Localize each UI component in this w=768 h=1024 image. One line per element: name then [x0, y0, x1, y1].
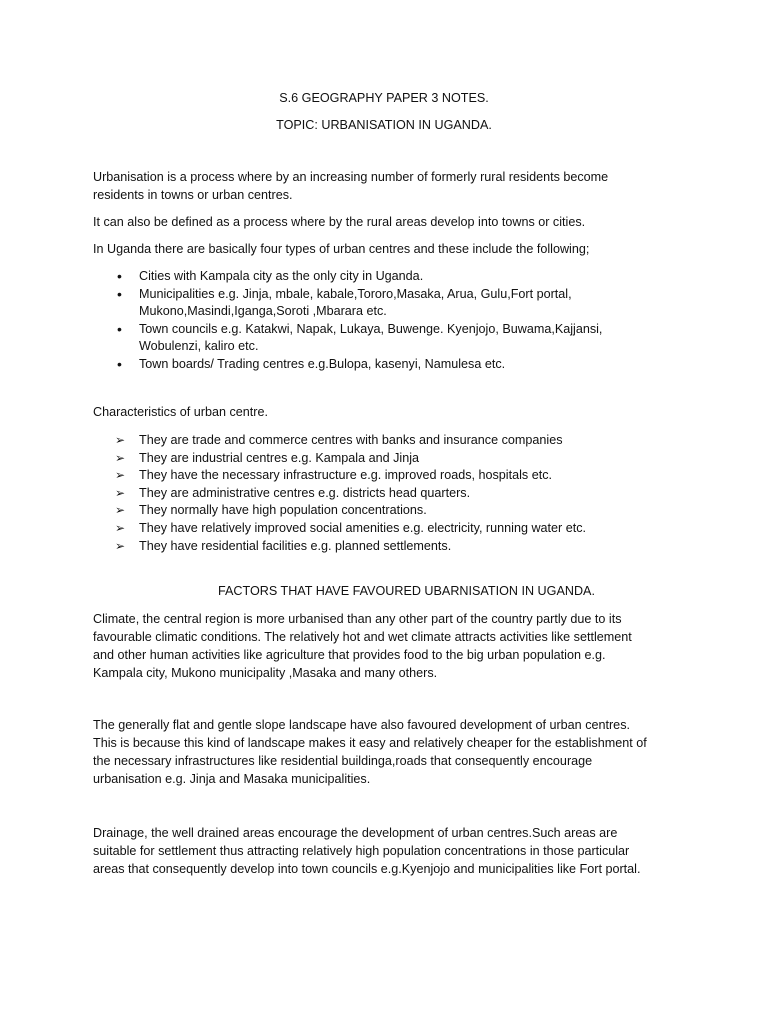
list-item-text: They are administrative centres e.g. districts head quarters.	[139, 485, 471, 500]
list-item	[0, 356, 639, 374]
topic-heading: TOPIC: URBANISATION IN UGANDA.	[276, 118, 492, 132]
list-item-text: Town boards/ Trading centres e.g.Bulopa, kasenyi, Namulesa etc.	[139, 356, 506, 371]
urbanisation-definition: Urbanisation is a process where by an increasing number of formerly rural residents become residents in towns or urban centres.	[93, 170, 609, 202]
document-title: S.6 GEOGRAPHY PAPER 3 NOTES.	[279, 91, 489, 105]
list-item	[0, 268, 639, 286]
list-item-text: Cities with Kampala city as the only city in Uganda.	[139, 269, 424, 283]
list-item-text: They normally have high population concentrations.	[139, 503, 427, 518]
bullet-icon: •	[117, 355, 122, 372]
climate-paragraph: Climate, the central region is more urbanised than any other part of the country partly due to its favourable climatic conditions. The relatively hot and wet climate attracts activities like settlement and other human activities like agriculture that provides food to the big urban population e.g. Kampala city, Mukono municipality ,Masaka and many others.	[93, 612, 632, 680]
list-item	[0, 286, 639, 321]
list-item-text: They are industrial centres e.g. Kampala and Jinja	[139, 450, 420, 465]
list-item	[0, 502, 639, 520]
list-item-text: They have the necessary infrastructure e.g. improved roads, hospitals etc.	[139, 468, 552, 483]
landscape-paragraph: The generally flat and gentle slope landscape have also favoured development of urban centres. This is because this kind of landscape makes it easy and relatively cheaper for the establishment of the necessary infrastructures like residential buildinga,roads that consequently encourage urbanisation e.g. Jinja and Masaka municipalities.	[93, 718, 647, 786]
arrow-bullet-icon: ➢	[115, 503, 126, 518]
bullet-icon: •	[117, 320, 122, 337]
list-item-text: They have residential facilities e.g. planned settlements.	[139, 538, 452, 553]
list-item-text: Town councils e.g. Katakwi, Napak, Lukaya, Buwenge. Kyenjojo, Buwama,Kajjansi, Wobulenzi, kaliro etc.	[139, 321, 603, 354]
drainage-paragraph: Drainage, the well drained areas encourage the development of urban centres.Such areas are suitable for settlement thus attracting relatively high population concentrations in those particular areas that consequently develop into town councils e.g.Kyenjojo and municipalities like Fort portal.	[93, 826, 641, 876]
list-item	[0, 432, 639, 450]
list-item-text: They are trade and commerce centres with banks and insurance companies	[139, 433, 563, 447]
characteristics-heading: Characteristics of urban centre.	[93, 405, 268, 419]
arrow-bullet-icon: ➢	[115, 538, 126, 553]
list-item-text: They have relatively improved social amenities e.g. electricity, running water etc.	[139, 520, 587, 535]
characteristics-list	[0, 432, 639, 555]
arrow-bullet-icon: ➢	[115, 485, 126, 500]
urban-types-intro: In Uganda there are basically four types of urban centres and these include the following;	[93, 242, 590, 256]
list-item	[0, 520, 639, 538]
arrow-bullet-icon: ➢	[115, 468, 126, 483]
list-item	[0, 538, 639, 556]
bullet-icon: •	[117, 268, 122, 284]
list-item	[0, 321, 639, 356]
list-item-text: Municipalities e.g. Jinja, mbale, kabale,Tororo,Masaka, Arua, Gulu,Fort portal, Mukono,Masindi,Iganga,Soroti ,Mbarara etc.	[139, 286, 572, 319]
arrow-bullet-icon: ➢	[115, 433, 126, 447]
arrow-bullet-icon: ➢	[115, 450, 126, 465]
list-item	[0, 467, 639, 485]
arrow-bullet-icon: ➢	[115, 520, 126, 535]
urban-types-list	[0, 268, 639, 374]
factors-heading: FACTORS THAT HAVE FAVOURED UBARNISATION IN UGANDA.	[218, 584, 595, 598]
bullet-icon: •	[117, 285, 122, 302]
list-item	[0, 450, 639, 468]
alternative-definition: It can also be defined as a process where by the rural areas develop into towns or cities.	[93, 215, 586, 229]
list-item	[0, 485, 639, 503]
